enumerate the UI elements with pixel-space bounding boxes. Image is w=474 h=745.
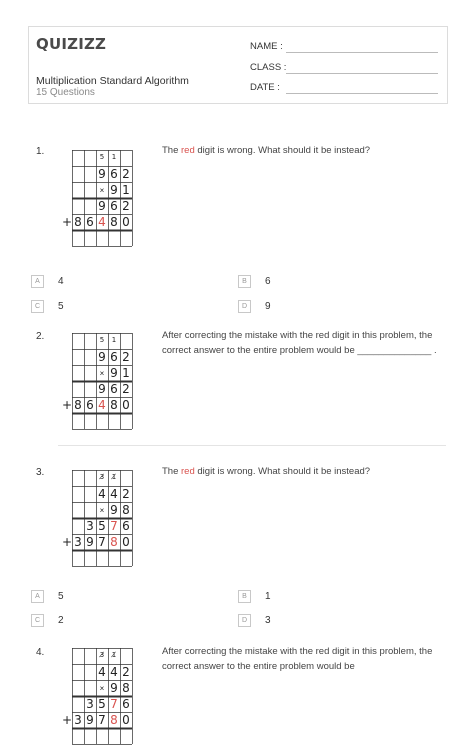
option-d-box[interactable]: D (238, 300, 251, 313)
worksheet-title: Multiplication Standard Algorithm (36, 75, 189, 87)
carry-digit: 1 (111, 153, 117, 161)
grid-digit: 9 (110, 503, 118, 517)
name-line[interactable] (286, 52, 438, 53)
grid-digit: 2 (122, 350, 130, 364)
times-sign: × (99, 506, 105, 515)
grid-digit: 6 (122, 519, 130, 533)
option-c-box[interactable]: C (31, 300, 44, 313)
grid-digit: 2 (122, 382, 130, 396)
option-b-value[interactable]: 1 (265, 591, 271, 602)
plus-sign: + (62, 398, 73, 412)
plus-sign: + (62, 215, 73, 229)
date-line[interactable] (286, 93, 438, 94)
option-d-value[interactable]: 3 (265, 615, 271, 626)
red-word: red (181, 466, 195, 477)
grid-digit: 3 (74, 713, 82, 727)
grid-digit: 5 (98, 697, 106, 711)
class-label: CLASS : (250, 62, 287, 73)
multiplication-grid (62, 150, 132, 246)
option-b-box[interactable]: B (238, 590, 251, 603)
grid-digit: 9 (86, 535, 94, 549)
grid-digit: 2 (122, 167, 130, 181)
question-count: 15 Questions (36, 87, 95, 98)
grid-digit: 6 (122, 697, 130, 711)
option-d-value[interactable]: 9 (265, 301, 271, 312)
grid-digit: 9 (110, 183, 118, 197)
grid-digit: 2 (122, 199, 130, 213)
grid-digit: 4 (98, 215, 106, 229)
plus-sign: + (62, 535, 73, 549)
question-text: The red digit is wrong. What should it be instead? (162, 145, 371, 156)
grid-digit: 9 (98, 382, 106, 396)
grid-digit: 0 (122, 713, 130, 727)
carry-digit: 5 (99, 153, 105, 161)
grid-digit: 8 (110, 713, 118, 727)
carry-digit: 5 (99, 336, 105, 344)
grid-digit: 3 (74, 535, 82, 549)
carry-digit: 1 (111, 336, 117, 344)
option-c-box[interactable]: C (31, 614, 44, 627)
grid-digit: 7 (110, 519, 118, 533)
option-a-value[interactable]: 4 (58, 276, 64, 287)
grid-digit: 7 (98, 713, 106, 727)
grid-digit: 6 (110, 199, 118, 213)
grid-digit: 8 (122, 503, 130, 517)
carry-digit: 1̸ (111, 473, 117, 481)
grid-digit: 8 (110, 535, 118, 549)
grid-digit: 0 (122, 398, 130, 412)
grid-digit: 6 (86, 398, 94, 412)
option-b-box[interactable]: B (238, 275, 251, 288)
name-label: NAME : (250, 41, 283, 52)
option-c-value[interactable]: 5 (58, 301, 64, 312)
grid-digit: 9 (86, 713, 94, 727)
grid-digit: 8 (74, 215, 82, 229)
question-number: 2. (36, 331, 45, 342)
multiplication-grid (62, 333, 132, 429)
grid-digit: 9 (110, 681, 118, 695)
plus-sign: + (62, 713, 73, 727)
grid-digit: 4 (98, 665, 106, 679)
carry-digit: 3̸ (99, 651, 105, 659)
grid-digit: 9 (98, 199, 106, 213)
grid-digit: 8 (110, 215, 118, 229)
question-number: 1. (36, 146, 45, 157)
grid-digit: 1 (122, 366, 130, 380)
grid-digit: 6 (110, 382, 118, 396)
option-a-box[interactable]: A (31, 590, 44, 603)
date-label: DATE : (250, 82, 280, 93)
grid-digit: 0 (122, 535, 130, 549)
grid-digit: 8 (74, 398, 82, 412)
grid-digit: 5 (98, 519, 106, 533)
grid-digit: 7 (98, 535, 106, 549)
grid-digit: 4 (98, 398, 106, 412)
grid-digit: 2 (122, 487, 130, 501)
grid-digit: 6 (110, 350, 118, 364)
times-sign: × (99, 369, 105, 378)
grid-digit: 8 (122, 681, 130, 695)
option-d-box[interactable]: D (238, 614, 251, 627)
grid-digit: 0 (122, 215, 130, 229)
grid-digit: 9 (110, 366, 118, 380)
carry-digit: 3̸ (99, 473, 105, 481)
grid-digit: 7 (110, 697, 118, 711)
option-a-value[interactable]: 5 (58, 591, 64, 602)
times-sign: × (99, 684, 105, 693)
grid-digit: 6 (86, 215, 94, 229)
class-line[interactable] (286, 73, 438, 74)
option-c-value[interactable]: 2 (58, 615, 64, 626)
question-text: After correcting the mistake with the red digit in this problem, the correct answer to the entire problem would be (162, 646, 433, 672)
grid-digit: 9 (98, 167, 106, 181)
question-divider (58, 445, 446, 446)
grid-digit: 6 (110, 167, 118, 181)
multiplication-grid (62, 470, 132, 566)
option-a-box[interactable]: A (31, 275, 44, 288)
grid-digit: 4 (110, 487, 118, 501)
grid-digit: 4 (98, 487, 106, 501)
quizizz-logo: QUIZIZZ (36, 35, 107, 53)
grid-digit: 8 (110, 398, 118, 412)
question-text: The red digit is wrong. What should it be instead? (162, 466, 371, 477)
grid-digit: 3 (86, 697, 94, 711)
red-word: red (181, 145, 195, 156)
grid-digit: 3 (86, 519, 94, 533)
multiplication-grid (62, 648, 132, 744)
grid-digit: 2 (122, 665, 130, 679)
grid-digit: 1 (122, 183, 130, 197)
carry-digit: 1̸ (111, 651, 117, 659)
grid-digit: 9 (98, 350, 106, 364)
times-sign: × (99, 186, 105, 195)
question-number: 4. (36, 647, 45, 658)
grid-digit: 4 (110, 665, 118, 679)
option-b-value[interactable]: 6 (265, 276, 271, 287)
question-number: 3. (36, 467, 45, 478)
question-text: After correcting the mistake with the red digit in this problem, the correct answer to the entire problem would be ______________ . (162, 330, 437, 356)
